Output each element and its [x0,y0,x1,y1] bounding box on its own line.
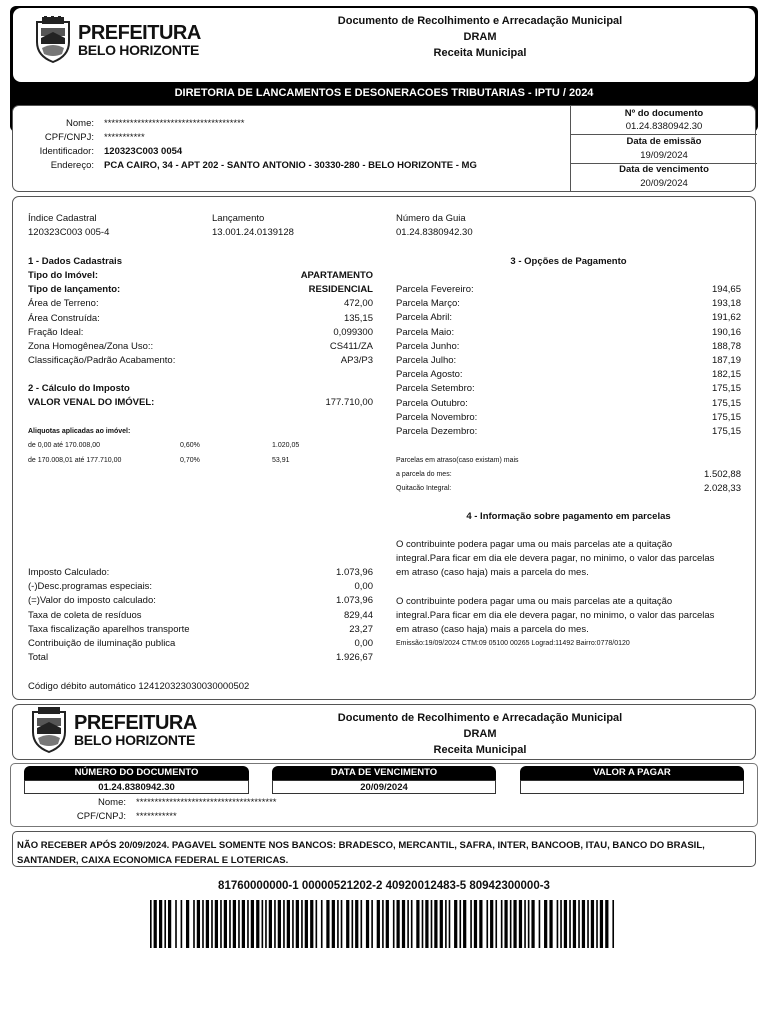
slip-doc-number: NÚMERO DO DOCUMENTO 01.24.8380942.30 [24,766,249,794]
total-row [28,567,373,581]
dados-row-value: CS411/ZA [329,340,373,352]
quitacao-row [396,483,741,494]
parcela-row-value: 191,62 [711,312,741,324]
barcode-bar [352,900,354,948]
barcode-bar [605,900,608,948]
due-date-value: 20/09/2024 [640,178,688,189]
barcode-bar [454,900,457,948]
dados-row [28,341,373,355]
barcode-bar [269,900,272,948]
barcode-bar [247,900,249,948]
barcode-bar [361,900,363,948]
parcela-row-label: Parcela Dezembro: [396,425,478,437]
barcode-bar [164,900,166,948]
total-row-value: 1.073,96 [336,595,373,607]
barcode-bar [332,900,335,948]
debito-automatico: Código débito automático 124120323030030000502 [28,681,250,692]
taxpayer-fields [12,118,477,174]
parcela-row-label: Parcela Setembro: [396,383,475,395]
barcode-bar [539,900,541,948]
slip-due-date: DATA DE VENCIMENTO 20/09/2024 [272,766,496,794]
barcode-bar [425,900,428,948]
barcode-bar [377,900,380,948]
barcode-bar [283,900,285,948]
info-paragraph-1: O contribuinte podera pagar uma ou mais parcelas ate a quitação integral.Para ficar em dia ele devera pagar, no minimo, o valor das parcelas em atraso (caso haja) mais a parcela do mes. [396,539,715,578]
barcode-bar [501,900,503,948]
barcode-bar [326,900,329,948]
barcode-bar [549,900,552,948]
info-paragraph-2: O contribuinte podera pagar uma ou mais parcelas ate a quitação integral.Para ficar em dia ele devera pagar, no minimo, o valor das parcelas em atraso (caso haja) mais a parcela do mes. [396,596,715,635]
aliquota-row [28,457,332,472]
barcode-bar [445,900,447,948]
dados-row-label: Tipo de lançamento: [28,284,121,296]
barcode-bar [251,900,254,948]
total-row-label: Taxa fiscalização aparelhos transporte [28,623,190,635]
barcode-bar [301,900,303,948]
dados-row [28,327,373,341]
parcela-row [396,312,741,326]
dados-row-value: 135,15 [343,312,373,324]
emission-date-value: 19/09/2024 [640,150,688,161]
barcode-bar [440,900,443,948]
barcode-bar [431,900,433,948]
slip-nome-row: Nome: ************************************** [98,797,277,808]
barcode-bar [220,900,222,948]
barcode-bar [224,900,227,948]
parcela-row-value: 190,16 [711,326,741,338]
barcode-bar [591,900,594,948]
dados-row [28,270,373,284]
parcela-row [396,284,741,298]
coat-of-arms-icon [34,16,72,64]
numero-guia: Número da Guia 01.24.8380942.30 [396,213,473,238]
dados-row-label: Classificação/Padrão Acabamento: [28,355,176,367]
barcode-bar [305,900,308,948]
parcela-row-value: 188,78 [711,340,741,352]
total-row [28,652,373,666]
total-row [28,624,373,638]
barcode-bar [355,900,358,948]
barcode-bar [316,900,318,948]
dados-row-value: RESIDENCIAL [308,284,373,296]
barcode-bar [600,900,603,948]
barcode-bar [278,900,281,948]
parcela-row-value: 175,15 [711,383,741,395]
barcode-bar [531,900,534,948]
barcode-bar [422,900,424,948]
dados-row-value: AP3/P3 [340,355,373,367]
parcela-row [396,383,741,397]
barcode-bar [154,900,157,948]
atraso-label-2: a parcela do mes: [396,471,452,478]
barcode-bar [346,900,349,948]
parcela-row [396,327,741,341]
total-row [28,581,373,595]
aliquota-pct: 0,60% [180,442,200,449]
barcode-bar [486,900,488,948]
barcode-bar [513,900,516,948]
parcela-row-value: 194,65 [711,284,741,295]
parcela-row-label: Parcela Agosto: [396,369,463,381]
atraso-value: 1.502,88 [704,469,741,480]
parcela-row-label: Parcela Maio: [396,326,455,338]
barcode-bar [582,900,585,948]
barcode-bar [287,900,290,948]
payment-notice: NÃO RECEBER APÓS 20/09/2024. PAGAVEL SOMENTE NOS BANCOS: BRADESCO, MERCANTIL, SAFRA, INTER, BANCOOB, ITAU, BANCO DO BRASIL, SANTANDER, CAIXA ECONOMICA FEDERAL E LOTERICAS. [12,831,756,867]
identificador-value: 120323C003 0054 [104,146,183,157]
dados-list [28,270,373,369]
barcode-bar [262,900,264,948]
barcode-bar [573,900,576,948]
slip-title: Documento de Recolhimento e Arrecadação Municipal DRAM Receita Municipal [337,712,623,756]
barcode-bar [197,900,200,948]
doc-number-label: Nº do documento [624,108,704,119]
parcela-row-label: Parcela Abril: [396,312,452,324]
endereco-label: Endereço: [50,160,94,171]
total-row-value: 23,27 [349,623,373,635]
barcode-bar [233,900,236,948]
total-row-value: 0,00 [354,581,373,593]
barcode-bar [215,900,218,948]
dados-title: 1 - Dados Cadastrais [28,256,122,267]
aliquota-faixa: de 170.008,01 até 177.710,00 [28,457,122,464]
barcode-bar [560,900,562,948]
barcode-bar [402,900,405,948]
parcela-row-label: Parcela Outubro: [396,397,468,409]
total-row-label: Taxa de coleta de resíduos [28,609,142,621]
atraso-row [396,469,741,480]
barcode-bar [186,900,189,948]
city-logo [34,16,201,64]
valor-venal-label: VALOR VENAL DO IMÓVEL: [28,397,155,408]
barcode-bar [159,900,162,948]
emission-date-label: Data de emissão [626,136,702,147]
barcode-bar [612,900,614,948]
parcela-row-label: Parcela Junho: [396,340,460,352]
totais-list [28,567,373,666]
dados-row-label: Tipo do Imóvel: [28,270,99,281]
logo-subtitle: BELO HORIZONTE [78,42,200,58]
barcode-bar [274,900,276,948]
quitacao-value: 2.028,33 [704,483,741,494]
barcode-bar [474,900,477,948]
barcode-bar [206,900,209,948]
total-row-value: 829,44 [343,609,373,621]
dados-row [28,355,373,369]
dados-row-value: APARTAMENTO [300,270,373,281]
aliquotas-list [28,442,332,472]
barcode-bar [202,900,204,948]
dados-row-label: Zona Homogênea/Zona Uso:: [28,340,154,352]
aliquota-pct: 0,70% [180,457,200,464]
barcode-bar [569,900,571,948]
slip-amount: VALOR A PAGAR [520,766,744,794]
logo-title: PREFEITURA [78,22,201,44]
barcode-bar [564,900,567,948]
cpf-value: *********** [104,132,145,143]
aliquotas-title: Aliquotas aplicadas ao imóvel: [28,428,131,435]
indice-cadastral: Índice Cadastral 120323C003 005-4 [28,213,110,238]
lancamento: Lançamento 13.001.24.0139128 [212,213,294,238]
barcode-bar [519,900,522,948]
dados-row [28,313,373,327]
barcode-bar [416,900,419,948]
parcela-row [396,398,741,412]
aliquota-faixa: de 0,00 até 170.008,00 [28,442,101,449]
parcela-row-value: 175,15 [711,397,741,409]
dados-row-label: Área de Terreno: [28,298,99,310]
parcela-row-value: 193,18 [711,298,741,310]
barcode-bar [407,900,409,948]
barcode-icon [150,900,616,948]
parcela-row [396,426,741,440]
parcela-row-label: Parcela Julho: [396,354,457,366]
barcode-bar [578,900,580,948]
total-row-label: (-)Desc.programas especiais: [28,581,153,593]
header-title: Documento de Recolhimento e Arrecadação Municipal DRAM Receita Municipal [337,15,623,59]
dados-row-value: 0,099300 [333,326,373,338]
barcode-bar [449,900,451,948]
barcode-bar [504,900,507,948]
parcela-row [396,341,741,355]
total-row-value: 0,00 [354,637,373,649]
barcode-bar [393,900,395,948]
dados-row [28,284,373,298]
parcelas-list [396,284,741,440]
barcode-bar [341,900,343,948]
cpf-label: CPF/CNPJ: [44,132,94,143]
total-row-value: 1.926,67 [336,652,373,664]
total-row-label: Contribuição de iluminação publica [28,637,176,649]
barcode-bar [366,900,369,948]
barcode-bar [528,900,530,948]
barcode-bar [434,900,437,948]
aliquota-valor: 1.020,05 [272,442,300,449]
nome-label: Nome: [66,118,94,129]
quitacao-label: Quitacão Integral: [396,485,452,492]
slip-city-logo: PREFEITURA BELO HORIZONTE [30,706,197,754]
info-title: 4 - Informação sobre pagamento em parcelas [466,511,671,522]
barcode-bar [459,900,461,948]
parcela-row [396,412,741,426]
barcode-bar [524,900,526,948]
barcode-bar [470,900,472,948]
barcode-bar [175,900,177,948]
total-row-label: (=)Valor do imposto calculado: [28,595,156,607]
total-row-value: 1.073,96 [336,567,373,578]
barcode-bar [242,900,245,948]
barcode-bar [150,900,152,948]
due-date-label: Data de vencimento [619,164,709,175]
parcela-row-label: Parcela Novembro: [396,411,478,423]
barcode-bar [296,900,299,948]
dados-row-label: Fração Ideal: [28,326,84,338]
total-row-label: Imposto Calculado: [28,567,110,578]
coat-of-arms-icon [30,706,68,754]
doc-number-value: 01.24.8380942.30 [625,121,703,132]
section-band-title: DIRETORIA DE LANCAMENTOS E DESONERACOES TRIBUTARIAS - IPTU / 2024 [174,87,594,99]
nome-value: ************************************** [104,118,245,129]
barcode-bar [211,900,213,948]
barcode-bar [396,900,399,948]
aliquota-row [28,442,332,457]
identificador-label: Identificador: [39,146,94,157]
parcela-row-value: 175,15 [711,411,741,423]
barcode-bar [386,900,389,948]
barcode-bar [411,900,413,948]
barcode-bar [321,900,323,948]
parcela-row-value: 182,15 [711,369,741,381]
barcode-bar [544,900,547,948]
barcode-bar [181,900,183,948]
document-info-column [570,105,756,192]
barcode-bar [587,900,589,948]
parcela-row-label: Parcela Fevereiro: [396,284,474,295]
barcode-bar [337,900,339,948]
dados-row-value: 472,00 [343,298,373,310]
barcode-bar [371,900,373,948]
dados-row-label: Área Construída: [28,312,100,324]
calculo-title: 2 - Cálculo do Imposto [28,383,130,394]
valor-venal-value: 177.710,00 [325,397,373,408]
total-row [28,638,373,652]
total-row [28,595,373,609]
endereco-value: PCA CAIRO, 34 - APT 202 - SANTO ANTONIO - 30330-280 - BELO HORIZONTE - MG [104,160,477,171]
dados-row [28,298,373,312]
barcode-digits: 81760000000-1 00000521202-2 40920012483-5 80942300000-3 [218,880,550,892]
slip-cpf-row: CPF/CNPJ: *********** [76,811,177,822]
barcode-bar [238,900,240,948]
parcela-row-value: 187,19 [711,354,741,366]
parcela-row-value: 175,15 [711,425,741,437]
total-row [28,610,373,624]
barcode-bar [229,900,231,948]
barcode-bar [596,900,598,948]
opcoes-title: 3 - Opções de Pagamento [510,256,627,267]
parcela-row [396,355,741,369]
barcode-bar [168,900,171,948]
total-row-label: Total [28,652,49,664]
barcode-bar [479,900,482,948]
barcode-bar [463,900,466,948]
aliquota-valor: 53,91 [272,457,290,464]
parcela-row [396,298,741,312]
valor-venal-row [28,397,373,408]
barcode-bar [310,900,313,948]
barcode-bar [557,900,559,948]
atraso-label-1: Parcelas em atraso(caso existam) mais [396,457,519,464]
emissao-info: Emissão:19/09/2024 CTM:09 05100 00265 Lograd:11492 Bairro:0778/0120 [396,640,630,647]
barcode-bar [256,900,259,948]
barcode-bar [490,900,493,948]
parcela-row [396,369,741,383]
barcode-bar [292,900,294,948]
barcode-bar [265,900,267,948]
barcode-bar [495,900,497,948]
barcode-bar [382,900,384,948]
barcode-bar [510,900,512,948]
barcode-bar [193,900,195,948]
parcela-row-label: Parcela Março: [396,298,460,310]
